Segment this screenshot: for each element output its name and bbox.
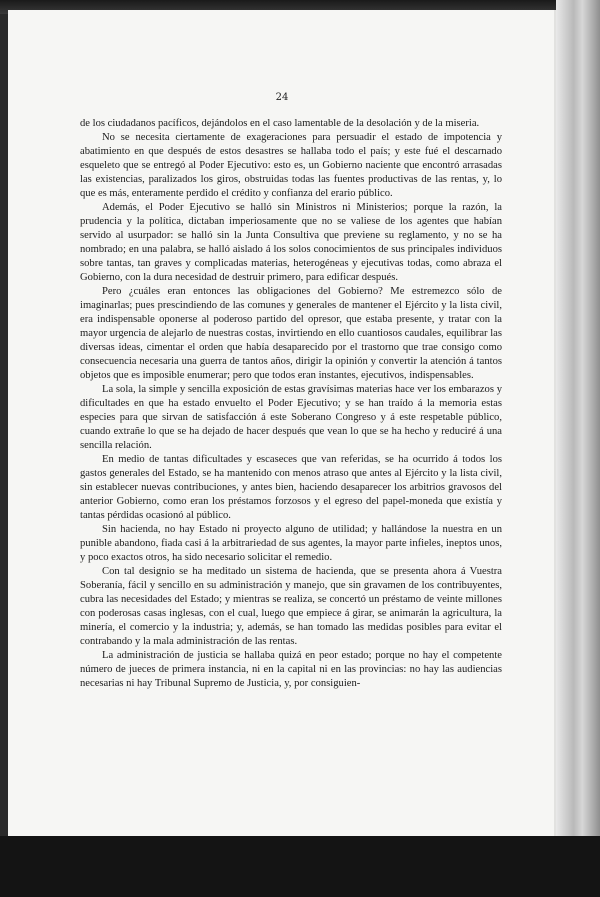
scan-border-right xyxy=(556,0,600,836)
scan-border-bottom xyxy=(0,836,600,897)
page-number: 24 xyxy=(275,92,289,103)
paragraph: Con tal designio se ha meditado un sistema de hacienda, que se presenta ahora á Vuestra Soberanía, fácil y sencillo en su administración y manejo, que sin gravamen de los contribuyentes, cubra las necesidades del Estado; y mientras se realiza, se concertó un préstamo de veinte millones con poderosas casas inglesas, con el cual, luego que empiece á girar, se animarán la agricultura, la minería, el comercio y la industria; y, además, se han tomado las medidas posibles para evitar el contrabando y la mala administración de las rentas. xyxy=(80,566,502,647)
paragraph: Además, el Poder Ejecutivo se halló sin Ministros ni Ministerios; porque la razón, la prudencia y la política, dictaban imperiosamente que no se valiese de los agentes que habían servido al usurpador: se halló sin la Junta Consultiva que previene su reglamento, y no se ha nombrado; en una palabra, se halló aislado á los solos conocimientos de sus principales individuos sobre tantas, tan graves y complicadas materias, heterogéneas y ejecutivas todas, como abraza el Gobierno, con la dura necesidad de destruir primero, para edificar después. xyxy=(80,202,502,283)
paragraph: Pero ¿cuáles eran entonces las obligaciones del Gobierno? Me estremezco sólo de imaginarlas; pues prescindiendo de las comunes y generales de mantener el Ejército y la lista civil, era indispensable oponerse al poderoso partido del opresor, que estaba presente, y tratar con la mayor urgencia de alejarlo de nuestras costas, invirtiendo en ello cuantiosos caudales, equilibrar las diversas ideas, cimentar el orden que había desaparecido por el trastorno que trae consigo como consecuencia necesaria una guerra de tantos años, dirigir la opinión y convertir la atención á tantos objetos que es imposible enumerar; pero que todos eran instantes, ejecutivos, indispensables. xyxy=(80,286,502,381)
paragraph: La sola, la simple y sencilla exposición de estas gravísimas materias hace ver los embarazos y dificultades en que ha estado envuelto el Poder Ejecutivo; y se han traído á la memoria estas especies para que sirvan de satisfacción á este Soberano Congreso y á este respetable público, cuando extrañe lo que se ha dejado de hacer después que vean lo que se ha hecho y reduciré á una sencilla relación. xyxy=(80,384,502,451)
paragraph: En medio de tantas dificultades y escaseces que van referidas, se ha ocurrido á todos los gastos generales del Estado, se ha mantenido con menos atraso que antes al Ejército y la lista civil, sin establecer nuevas contribuciones, y antes bien, haciendo desaparecer los arbitrios gravosos del anterior Gobierno, como eran los préstamos forzosos y el egreso del papel-moneda que existía y tantas pérdidas ocasionó al público. xyxy=(80,454,502,521)
paragraph: La administración de justicia se hallaba quizá en peor estado; porque no hay el competente número de jueces de primera instancia, ni en la capital ni en las provincias: no hay las audiencias necesarias ni hay Tribunal Supremo de Justicia, y, por consiguien- xyxy=(80,650,502,689)
document-page xyxy=(8,10,556,836)
body-text xyxy=(80,117,502,691)
paragraph: No se necesita ciertamente de exageraciones para persuadir el estado de impotencia y abatimiento en que después de estos desastres se hallaba todo el país; y este fué el descarnado esqueleto que se entregó al Poder Ejecutivo: esto es, un Gobierno naciente que encontró arrasadas las existencias, paralizados los giros, obstruidas todas las fuentes productivas de las rentas, y, lo que es más, enteramente perdido el crédito y confianza del erario público. xyxy=(80,132,502,199)
paragraph: Sin hacienda, no hay Estado ni proyecto alguno de utilidad; y hallándose la nuestra en un punible abandono, fiada casi á la arbitrariedad de sus agentes, la mayor parte infieles, ineptos unos, y poco exactos otros, ha sido necesario solicitar el remedio. xyxy=(80,524,502,563)
paragraph: de los ciudadanos pacíficos, dejándolos en el caso lamentable de la desolación y de la miseria. xyxy=(80,118,480,129)
